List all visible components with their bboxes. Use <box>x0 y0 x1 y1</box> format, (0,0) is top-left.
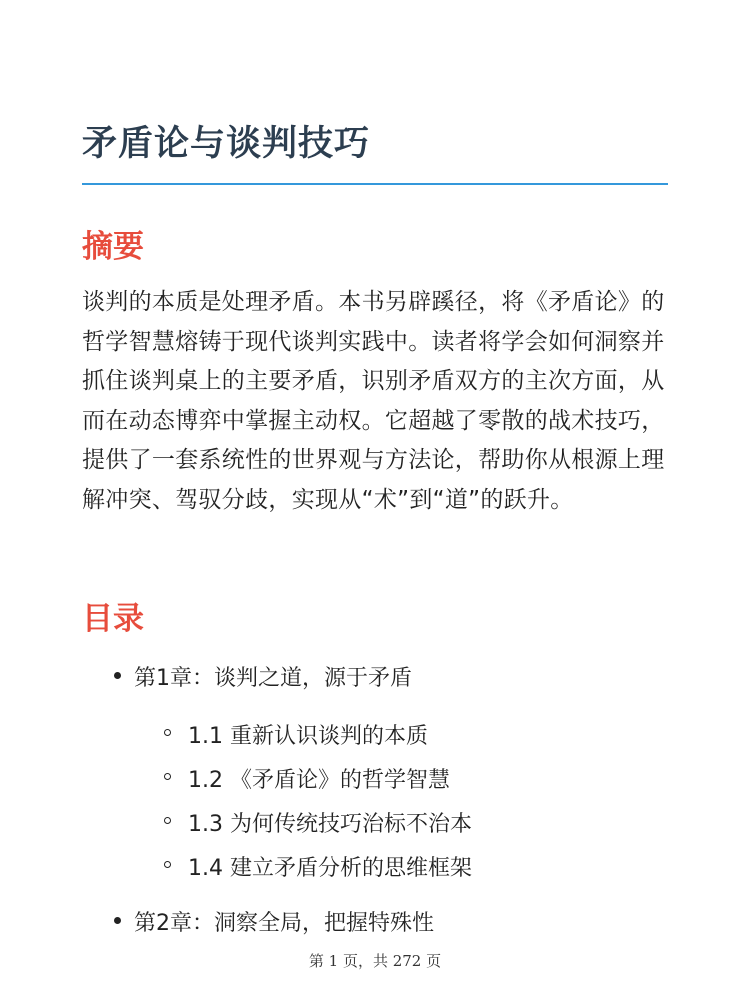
toc-item-label: 1.3 为何传统技巧治标不治本 <box>188 812 472 837</box>
toc-heading: 目录 <box>82 601 144 637</box>
toc-item-label: 1.4 建立矛盾分析的思维框架 <box>188 856 472 881</box>
toc-section-1-1 <box>188 719 428 750</box>
toc-section-1-3 <box>188 807 472 838</box>
toc-section-1-4 <box>188 851 472 882</box>
toc-item-label: 1.1 重新认识谈判的本质 <box>188 724 428 749</box>
page-number-footer: 第 1 页，共 272 页 <box>308 952 442 970</box>
bullet-circle-icon <box>164 861 171 868</box>
bullet-disc-icon <box>114 917 121 924</box>
abstract-paragraph: 谈判的本质是处理矛盾。本书另辟蹊径，将《矛盾论》的哲学智慧熔铸于现代谈判实践中。读者将学会如何洞察并抓住谈判桌上的主要矛盾，识别矛盾双方的主次方面，从而在动态博弈中掌握主动权。它超越了零散的战术技巧，提供了一套系统性的世界观与方法论，帮助你从根源上理解冲突、驾驭分歧，实现从“术”到“道”的跃升。 <box>82 289 665 513</box>
toc-chapter-1 <box>134 661 412 692</box>
toc-section-1-2 <box>188 763 450 794</box>
toc-item-label: 第2章：洞察全局，把握特殊性 <box>134 911 434 936</box>
bullet-circle-icon <box>164 817 171 824</box>
toc-item-label: 1.2 《矛盾论》的哲学智慧 <box>188 768 450 793</box>
abstract-heading: 摘要 <box>82 229 144 265</box>
bullet-disc-icon <box>114 672 121 679</box>
toc-chapter-2 <box>134 906 434 937</box>
bullet-circle-icon <box>164 773 171 780</box>
toc-item-label: 第1章：谈判之道，源于矛盾 <box>134 666 412 691</box>
document-title: 矛盾论与谈判技巧 <box>82 124 371 164</box>
bullet-circle-icon <box>164 729 171 736</box>
title-divider <box>82 183 668 185</box>
